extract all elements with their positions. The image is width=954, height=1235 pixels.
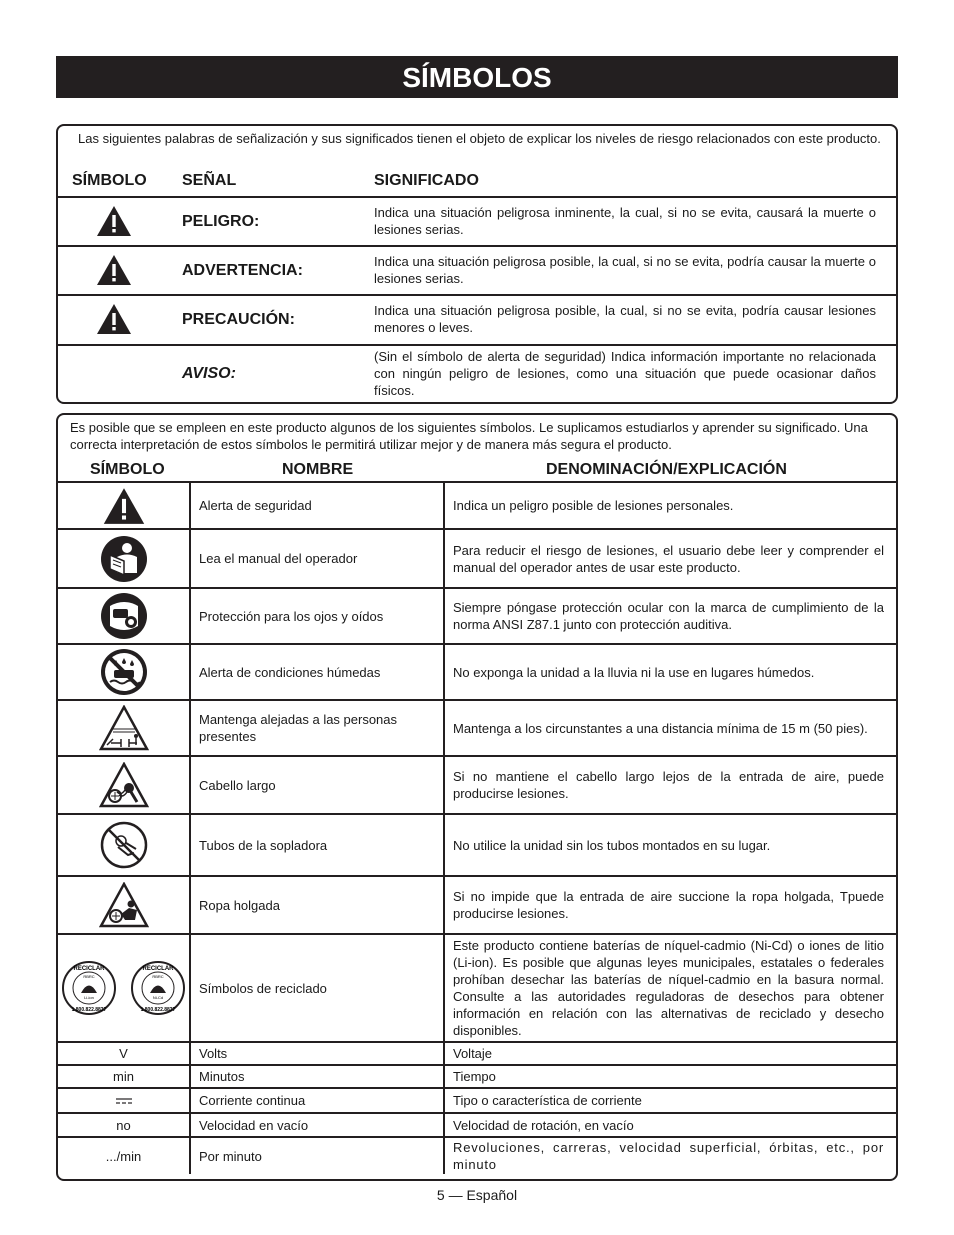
- recycle-seal-li-ion-icon: [61, 960, 117, 1016]
- wet-conditions-icon: [100, 648, 148, 696]
- signal-words-box: [56, 124, 898, 404]
- seal-chem: Li-ion: [84, 995, 95, 1000]
- seal-phone: 1.800.822.8837: [71, 1007, 107, 1013]
- table-row: [58, 529, 896, 588]
- table-row: [58, 876, 896, 934]
- symbol-explanation: Tiempo: [444, 1065, 896, 1088]
- long-hair-icon: [99, 762, 149, 808]
- header-signal: SEÑAL: [182, 172, 237, 189]
- symbol-explanation: Si no impide que la entrada de aire succione la ropa holgada, Tpuede producirse lesiones.: [444, 876, 896, 934]
- symbol-text: V: [58, 1042, 190, 1065]
- direct-current-icon: [116, 1097, 132, 1105]
- warning-triangle-icon: [96, 303, 132, 335]
- table-row: [58, 1137, 896, 1174]
- symbol-name: Alerta de condiciones húmedas: [190, 644, 444, 700]
- recycle-seals-icon: [58, 960, 189, 1016]
- symbol-name: Tubos de la sopladora: [190, 814, 444, 876]
- loose-clothing-icon: [99, 882, 149, 928]
- safety-alert-icon: [101, 487, 147, 525]
- signal-label: AVISO:: [182, 365, 236, 382]
- symbol-explanation: Mantenga a los circunstantes a una distancia mínima de 15 m (50 pies).: [444, 700, 896, 756]
- table-row: [58, 814, 896, 876]
- symbol-text: no: [58, 1113, 190, 1137]
- symbol-name: Lea el manual del operador: [190, 529, 444, 588]
- symbol-explanation: Este producto contiene baterías de níquel-cadmio (Ni-Cd) o iones de litio (Li-ion). Es posible que algunas leyes municipales, estatales o federales prohíban desechar las baterías de níquel-cadmio en la basura normal. Consulte a las autoridades reguladoras de desechos para obtener información en relación con las alternativas de reciclado y desecho disponibles.: [444, 934, 896, 1042]
- symbol-name: Mantenga alejadas a las personas presentes: [190, 700, 444, 756]
- table-row: [58, 482, 896, 529]
- table-row: [58, 700, 896, 756]
- warning-triangle-icon: [96, 254, 132, 286]
- recycle-seal-ni-cd-icon: [130, 960, 186, 1016]
- seal-chem: Ni-Cd: [152, 995, 163, 1000]
- seal-ring-text: RECICLAR: [142, 966, 174, 972]
- symbol-explanation: Voltaje: [444, 1042, 896, 1065]
- table-row: [58, 1088, 896, 1113]
- read-manual-icon: [100, 535, 148, 583]
- signal-row-notice: [58, 344, 896, 402]
- table-row: [58, 644, 896, 700]
- signal-row-warning: [58, 245, 896, 294]
- signal-meaning: (Sin el símbolo de alerta de seguridad) Indica información importante no relacionada con ningún peligro de lesiones, como una situación que puede ocasionar daños físicos.: [374, 349, 876, 398]
- signal-row-danger: [58, 196, 896, 245]
- symbol-name: Corriente continua: [190, 1088, 444, 1113]
- eye-ear-protection-icon: [100, 592, 148, 640]
- header-explanation: DENOMINACIÓN/EXPLICACIÓN: [546, 461, 787, 478]
- header-meaning: SIGNIFICADO: [374, 172, 479, 189]
- symbols-table: [58, 481, 896, 1174]
- header-symbol: SÍMBOLO: [72, 172, 147, 189]
- table-row: [58, 1065, 896, 1088]
- symbol-name: Símbolos de reciclado: [190, 934, 444, 1042]
- symbol-name: Ropa holgada: [190, 876, 444, 934]
- symbol-name: Por minuto: [190, 1137, 444, 1174]
- signal-meaning: Indica una situación peligrosa inminente, la cual, si no se evita, causará la muerte o lesiones serias.: [374, 205, 876, 237]
- symbol-explanation: Indica un peligro posible de lesiones personales.: [444, 482, 896, 529]
- header-name: NOMBRE: [282, 461, 354, 478]
- symbol-name: Protección para los ojos y oídos: [190, 588, 444, 644]
- symbol-text: min: [58, 1065, 190, 1088]
- table-row: [58, 588, 896, 644]
- symbol-explanation: Para reducir el riesgo de lesiones, el usuario debe leer y comprender el manual del operador antes de usar este producto.: [444, 529, 896, 588]
- symbol-explanation: Tipo o característica de corriente: [444, 1088, 896, 1113]
- symbols-box: [56, 413, 898, 1181]
- signal-meaning: Indica una situación peligrosa posible, la cual, si no se evita, podría causar lesiones menores o leves.: [374, 303, 876, 335]
- page-footer: 5 — Español: [436, 1187, 518, 1203]
- symbol-explanation: Si no mantiene el cabello largo lejos de la entrada de aire, puede producirse lesiones.: [444, 756, 896, 814]
- symbol-explanation: Revoluciones, carreras, velocidad superficial, órbitas, etc., por minuto: [444, 1137, 896, 1174]
- keep-bystanders-away-icon: [99, 705, 149, 751]
- symbol-explanation: Velocidad de rotación, en vacío: [444, 1113, 896, 1137]
- signal-intro: Las siguientes palabras de señalización y sus significados tienen el objeto de explicar los niveles de riesgo relacionados con este producto.: [78, 131, 881, 146]
- seal-ring-text: RECICLAR: [73, 966, 105, 972]
- table-row: [58, 934, 896, 1042]
- symbol-name: Minutos: [190, 1065, 444, 1088]
- signal-row-caution: [58, 294, 896, 344]
- signal-meaning: Indica una situación peligrosa posible, la cual, si no se evita, podría causar la muerte o lesiones serias.: [374, 254, 876, 286]
- table-row: [58, 1113, 896, 1137]
- signal-label: PRECAUCIÓN:: [182, 311, 295, 328]
- symbols-intro: Es posible que se empleen en este producto algunos de los siguientes símbolos. Le suplicamos estudiarlos y aprender su significado. Una correcta interpretación de estos símbolos le permitirá utilizar mejor y de manera más segura el producto.: [70, 420, 868, 452]
- blower-tubes-icon: [100, 821, 148, 869]
- seal-rbrc: RBRC: [152, 974, 164, 979]
- header-symbol: SÍMBOLO: [90, 461, 165, 478]
- symbol-name: Cabello largo: [190, 756, 444, 814]
- symbol-text: .../min: [58, 1137, 190, 1174]
- warning-triangle-icon: [96, 205, 132, 237]
- table-row: [58, 1042, 896, 1065]
- symbol-name: Velocidad en vacío: [190, 1113, 444, 1137]
- symbol-explanation: No utilice la unidad sin los tubos montados en su lugar.: [444, 814, 896, 876]
- symbol-name: Alerta de seguridad: [190, 482, 444, 529]
- seal-phone: 1.800.822.8837: [140, 1007, 176, 1013]
- seal-rbrc: RBRC: [83, 974, 95, 979]
- signal-label: PELIGRO:: [182, 213, 260, 230]
- signal-label: ADVERTENCIA:: [182, 262, 303, 279]
- symbol-explanation: Siempre póngase protección ocular con la marca de cumplimiento de la norma ANSI Z87.1 junto con protección auditiva.: [444, 588, 896, 644]
- page-title: SÍMBOLOS: [56, 56, 898, 98]
- symbol-explanation: No exponga la unidad a la lluvia ni la use en lugares húmedos.: [444, 644, 896, 700]
- table-row: [58, 756, 896, 814]
- symbol-name: Volts: [190, 1042, 444, 1065]
